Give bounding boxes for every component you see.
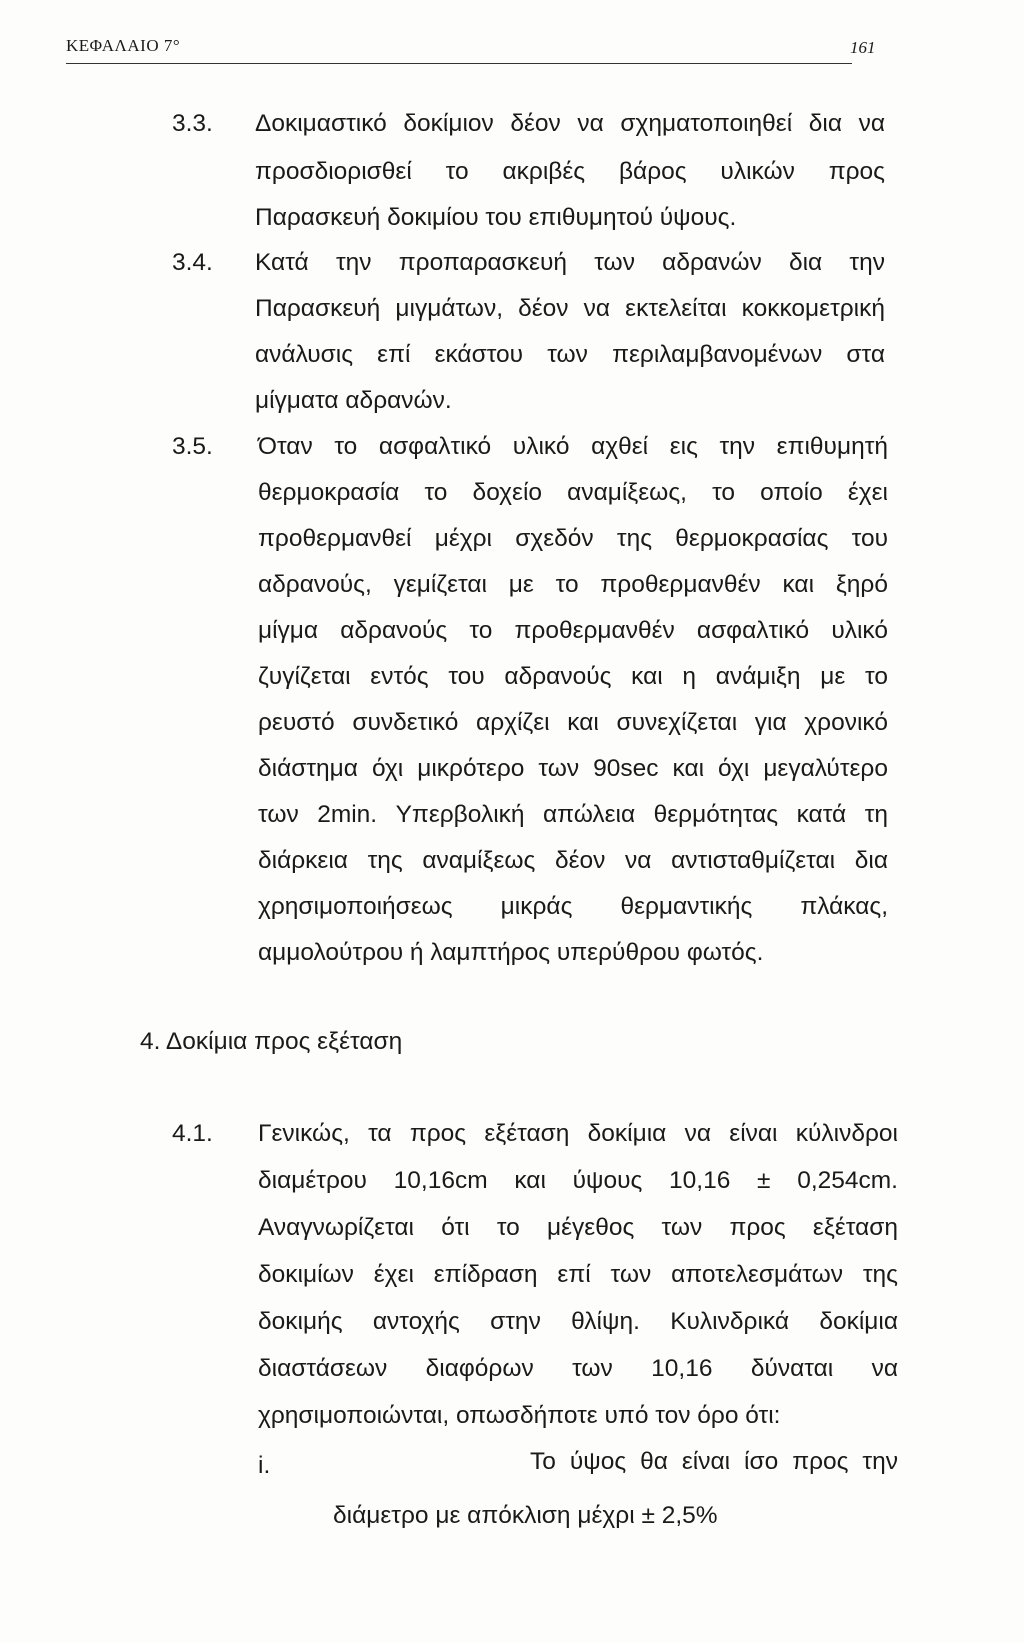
paragraph-line: ζυγίζεται εντός του αδρανούς και η ανάμιξη με το (258, 663, 888, 690)
chapter-header: ΚΕΦΑΛΑΙΟ 7° (66, 36, 181, 55)
paragraph-line: προθερμανθεί μέχρι σχεδόν της θερμοκρασίας του (258, 525, 888, 552)
section-number-4-1: 4.1. (172, 1120, 213, 1147)
paragraph-line: διάστημα όχι μικρότερο των 90sec και όχι μεγαλύτερο (258, 755, 888, 782)
paragraph-line: Δοκιμαστικό δοκίμιον δέον να σχηματοποιηθεί δια να (255, 110, 885, 137)
header-divider (66, 63, 852, 64)
paragraph-line: Αναγνωρίζεται ότι το μέγεθος των προς εξέταση (258, 1214, 898, 1241)
paragraph-line: χρησιμοποιήσεως μικράς θερμαντικής πλάκας, (258, 893, 888, 920)
section-heading-4: 4. Δοκίμια προς εξέταση (140, 1028, 403, 1055)
paragraph-line: μίγμα αδρανούς το προθερμανθέν ασφαλτικό υλικό (258, 617, 888, 644)
paragraph-line: προσδιορισθεί το ακριβές βάρος υλικών προς (255, 158, 885, 185)
paragraph-line: των 2min. Υπερβολική απώλεια θερμότητας κατά τη (258, 801, 888, 828)
paragraph-line: Γενικώς, τα προς εξέταση δοκίμια να είναι κύλινδροι (258, 1120, 898, 1147)
paragraph-line: αμμολούτρου ή λαμπτήρος υπερύθρου φωτός. (258, 939, 764, 966)
page-number: 161 (850, 38, 876, 57)
section-number-3-3: 3.3. (172, 110, 213, 137)
section-number-3-4: 3.4. (172, 249, 213, 276)
list-item-line: διάμετρο με απόκλιση μέχρι ± 2,5% (333, 1502, 718, 1529)
paragraph-line: ανάλυσις επί εκάστου των περιλαμβανομένων στα (255, 341, 885, 368)
paragraph-line: δοκιμίων έχει επίδραση επί των αποτελεσμάτων της (258, 1261, 898, 1288)
paragraph-line: ρευστό συνδετικό αρχίζει και συνεχίζεται για χρονικό (258, 709, 888, 736)
section-number-3-5: 3.5. (172, 433, 213, 460)
paragraph-line: Παρασκευή δοκιμίου του επιθυμητού ύψους. (255, 204, 737, 231)
paragraph-line: διάρκεια της αναμίξεως δέον να αντισταθμίζεται δια (258, 847, 888, 874)
list-marker-i: i. (258, 1452, 271, 1479)
paragraph-line: διαμέτρου 10,16cm και ύψους 10,16 ± 0,254cm. (258, 1167, 898, 1194)
paragraph-line: αδρανούς, γεμίζεται με το προθερμανθέν και ξηρό (258, 571, 888, 598)
paragraph-line: Όταν το ασφαλτικό υλικό αχθεί εις την επιθυμητή (258, 433, 888, 460)
list-item-line: Το ύψος θα είναι ίσο προς την (530, 1448, 898, 1475)
paragraph-line: δοκιμής αντοχής στην θλίψη. Κυλινδρικά δοκίμια (258, 1308, 898, 1335)
paragraph-line: μίγματα αδρανών. (255, 387, 452, 414)
paragraph-line: Κατά την προπαρασκευή των αδρανών δια την (255, 249, 885, 276)
paragraph-line: θερμοκρασία το δοχείο αναμίξεως, το οποίο έχει (258, 479, 888, 506)
paragraph-line: Παρασκευή μιγμάτων, δέον να εκτελείται κοκκομετρική (255, 295, 885, 322)
paragraph-line: διαστάσεων διαφόρων των 10,16 δύναται να (258, 1355, 898, 1382)
paragraph-line: χρησιμοποιώνται, οπωσδήποτε υπό τον όρο ότι: (258, 1402, 781, 1429)
